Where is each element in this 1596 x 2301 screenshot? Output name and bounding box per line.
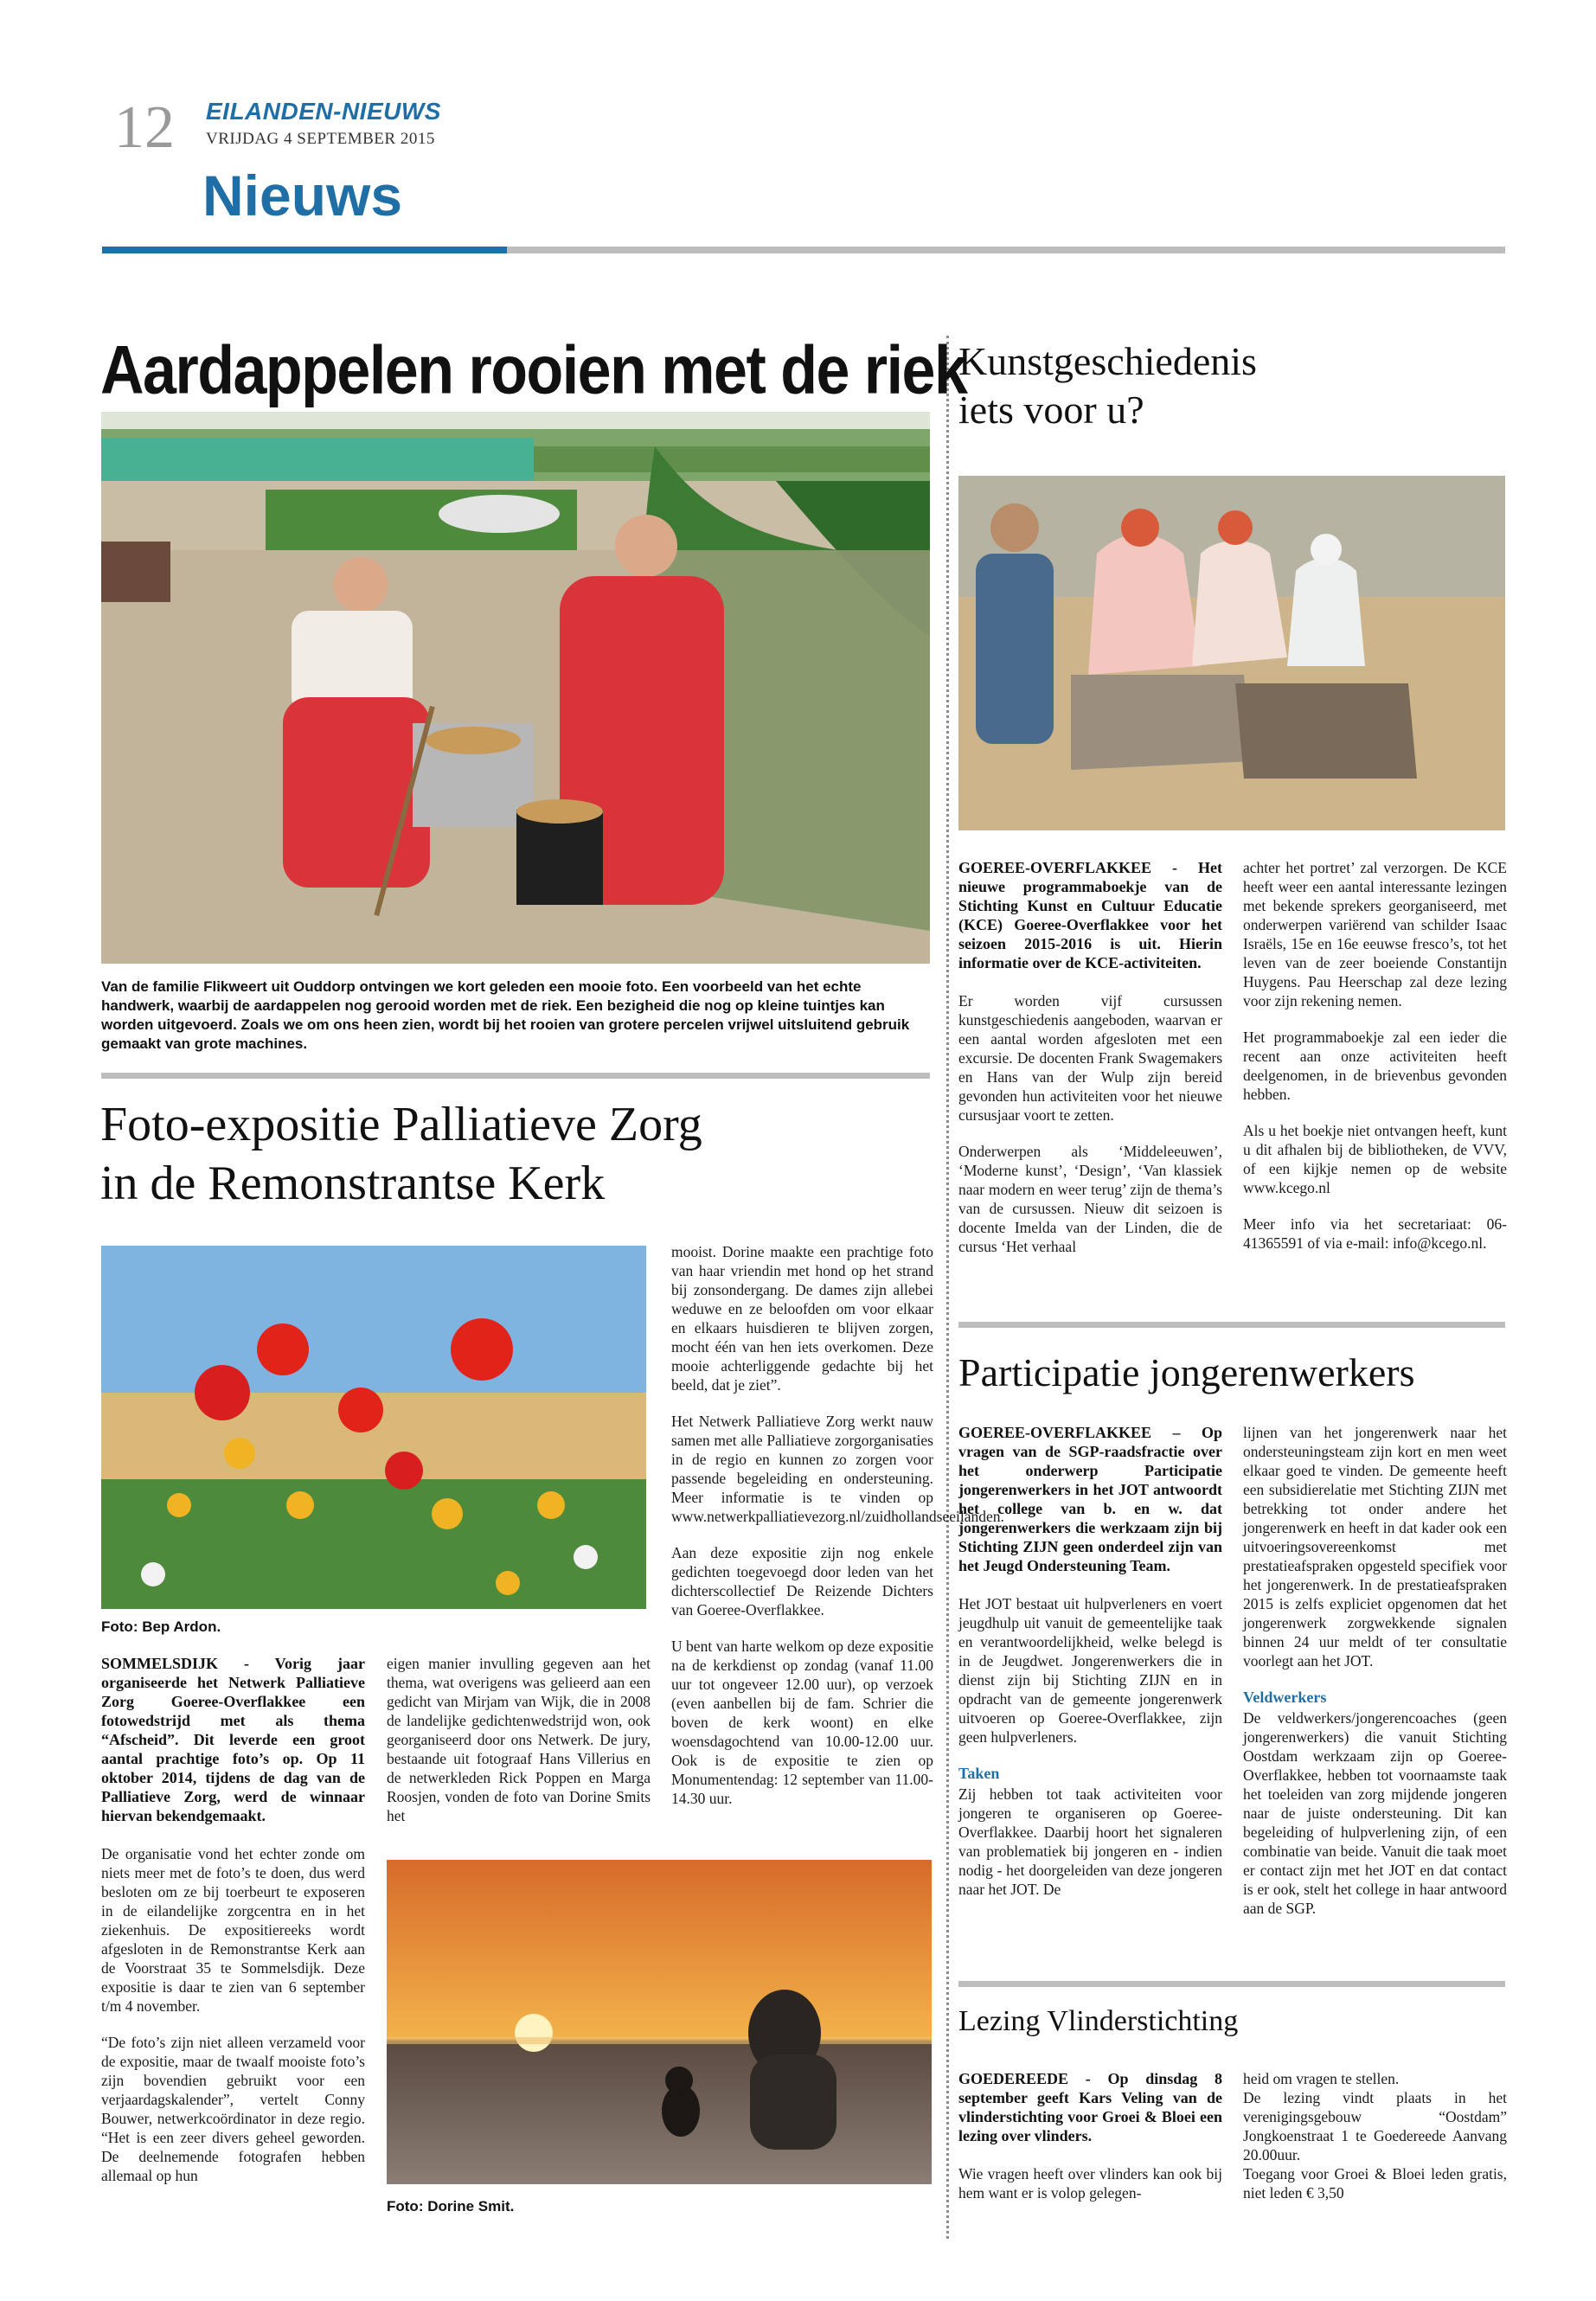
youth-paragraph: Het JOT bestaat uit hulpverleners en voert jeugdhulp uit vanuit de gemeentelijke taak en verantwoordelijkheid, welke belegd is in de Jeugdwet. Jongerenwerkers die in dienst zijn bij Stichting ZIJN en in opdracht van de gemeente jongerenwerk uitvoeren op Goeree-Overflakkee, zijn geen hulpverleners.: [958, 1595, 1222, 1746]
headline-art-line1: Kunstgeschiedenis: [958, 339, 1257, 383]
section-title: Nieuws: [202, 163, 403, 228]
headline-expo: [100, 1095, 931, 1213]
art-paragraph: Er worden vijf cursussen kunstgeschiedenis aangeboden, waarvan er een aantal worden afgesloten met een excursie. De docenten Frank Swagemakers en Hans van der Wulp zijn bereid gevonden hun activiteiten voor het nieuwe cursusjaar voort te zetten.: [958, 992, 1222, 1124]
youth-lead: GOEREE-OVERFLAKKEE – Op vragen van de SGP-raadsfractie over het onderwerp Participatie jongerenwerkers in het JOT antwoordt het college van b. en w. dat jongerenwerkers die werkzaam zijn bij Stichting ZIJN geen onderdeel zijn van het Jeugd Ondersteuning Team.: [958, 1424, 1222, 1574]
art-column-1: [958, 858, 1222, 1273]
headline-potatoes: Aardappelen rooien met de riek: [100, 332, 967, 408]
art-column-2: [1243, 858, 1507, 1270]
photo-credit-sunset: Foto: Dorine Smit.: [387, 2198, 515, 2214]
art-paragraph: Als u het boekje niet ontvangen heeft, kunt u dit afhalen bij de bibliotheken, de VVV, of een kijkje nemen op de website www.kcego.nl: [1243, 1122, 1507, 1196]
article-separator: [958, 1981, 1505, 1987]
page-number: 12: [114, 94, 175, 161]
butterfly-paragraph: heid om vragen te stellen.: [1243, 2070, 1400, 2087]
publication-date: VRIJDAG 4 SEPTEMBER 2015: [206, 130, 435, 148]
photo-sunset-beach: [387, 1860, 932, 2184]
headline-art: [958, 337, 1512, 434]
art-lead: GOEREE-OVERFLAKKEE - Het nieuwe programmaboekje van de Stichting Kunst en Cultuur Educatie (KCE) Goeree-Overflakkee voor het seizoen 2015-2016 is uit. Hierin informatie over de KCE-activiteiten.: [958, 859, 1222, 971]
photo-poppies: [101, 1246, 646, 1609]
headline-expo-line2: in de Remonstrantse Kerk: [100, 1157, 606, 1210]
butterfly-paragraph: Wie vragen heeft over vlinders kan ook bij hem want er is volop gelegen-: [958, 2165, 1222, 2202]
expo-paragraph: eigen manier invulling gegeven aan het thema, wat overigens was gelieerd aan een gedicht van Mirjam van Wijk, die in 2008 de landelijke gedichtenwedstrijd won, ook georganiseerd door ons Netwerk. De jury, bestaande uit fotograaf Hans Villerius en de netwerkleden Rick Poppen en Marga Roosjen, vonden de foto van Dorine Smits het: [387, 1655, 651, 1824]
butterfly-lead: GOEDEREEDE - Op dinsdag 8 september geeft Kars Veling van de vlinderstichting voor Groei & Bloei een lezing over vlinders.: [958, 2070, 1222, 2144]
expo-column-2: [387, 1654, 651, 1843]
expo-paragraph: mooist. Dorine maakte een prachtige foto van haar vriendin met hond op het strand bij zonsondergang. De dames zijn allebei weduwe en ze beloofden om voor elkaar en elkaars huisdieren te blijven zorgen, mocht één van hen iets overkomen. Deze mooie achterliggende gedachte bij het beeld, dat je ziet”.: [671, 1243, 933, 1394]
brand-logo: EILANDEN-NIEUWS: [206, 98, 441, 125]
butterfly-paragraph: De lezing vindt plaats in het verenigingsgebouw “Oostdam” Jongkoenstraat 1 te Goedereede Aanvang 20.00uur.: [1243, 2089, 1507, 2163]
article-separator: [958, 1322, 1505, 1328]
headline-expo-line1: Foto-expositie Palliatieve Zorg: [100, 1098, 702, 1151]
photo-potato-harvest: [101, 412, 930, 964]
expo-paragraph: Aan deze expositie zijn nog enkele gedichten toegevoegd door leden van het dichterscollectief De Reizende Dichters van Goeree-Overflakkee.: [671, 1544, 933, 1618]
section-rule-accent: [102, 247, 507, 253]
youth-paragraph: Zij hebben tot taak activiteiten voor jongeren te organiseren op Goeree-Overflakkee. Daarbij hoort het signaleren van problematiek bij jongeren en - indien nodig - het doorgeleiden van deze jongeren naar het JOT. De: [958, 1785, 1222, 1898]
section-rule: [507, 247, 1505, 253]
subhead-veldwerkers: Veldwerkers: [1243, 1689, 1327, 1706]
butterfly-column-2: [1243, 2069, 1507, 2202]
subhead-taken: Taken: [958, 1765, 1000, 1782]
expo-paragraph: Het Netwerk Palliatieve Zorg werkt nauw samen met alle Palliatieve zorgorganisaties in de regio en kunnen zo zorgen voor passende begeleiding en ondersteuning. Meer informatie is te vinden op www.netwerkpalliatievezorg.nl/zuidhollandseeilanden.: [671, 1413, 1004, 1525]
art-paragraph: Onderwerpen als ‘Middeleeuwen’, ‘Moderne kunst’, ‘Design’, ‘Van klassiek naar modern en weer terug’ zijn de thema’s van de cursussen. Nieuw dit seizoen is docente Imelda van der Linden, die de cursus ‘Het verhaal: [958, 1143, 1222, 1255]
column-divider: [946, 336, 949, 2239]
headline-youth: Participatie jongerenwerkers: [958, 1350, 1415, 1394]
expo-paragraph: De organisatie vond het echter zonde om niets meer met de foto’s te doen, dus werd besloten om ze bij toerbeurt te exposeren in de eilandelijke zorgcentra en in het ziekenhuis. De expositiereeks wordt afgesloten in de Remonstrantse Kerk aan de Voorstraat 35 te Sommelsdijk. Deze expositie is daar te zien van 6 september t/m 4 november.: [101, 1845, 365, 2015]
expo-lead: SOMMELSDIJK - Vorig jaar organiseerde het Netwerk Palliatieve Zorg Goeree-Overflakkee een fotowedstrijd met als thema “Afscheid”. Dit leverde een groot aantal prachtige foto’s op. Op 11 oktober 2014, tijdens de dag van de Palliatieve Zorg, werd de winnaar hiervan bekendgemaakt.: [101, 1655, 365, 1824]
butterfly-column-1: [958, 2069, 1222, 2220]
youth-column-2: [1243, 1423, 1507, 1935]
expo-paragraph: “De foto’s zijn niet alleen verzameld voor de expositie, maar de twaalf mooiste foto’s zijn bovendien gebruikt voor een verjaardagskalender”, vertelt Conny Bouwer, netwerkcoördinator in deze regio. “Het is een zeer divers geheel geworden. De deelnemende fotografen hebben allemaal op hun: [101, 2034, 365, 2184]
expo-column-1: [101, 1654, 365, 2202]
photo-credit-poppies: Foto: Bep Ardon.: [101, 1618, 221, 1635]
youth-paragraph: lijnen van het jongerenwerk naar het ondersteuningsteam zijn kort en men weet elkaar goed te vinden. De gemeente heeft een subsidierelatie met Stichting ZIJN met betrekking tot onder andere het jongerenwerk en heeft in dat kader ook een uitvoeringsovereenkomst met prestatieafspraken opgesteld specifiek voor het jongerenwerk. In de prestatieafspraken 2015 is zelfs expliciet opgenomen dat het jongerenwerk zorgwekkende signalen binnen 24 uur meldt of ter consultatie voorlegt aan het JOT.: [1243, 1424, 1507, 1670]
youth-paragraph: De veldwerkers/jongerencoaches (geen jongerenwerkers) die vanuit Stichting Oostdam werkzaam zijn op Goeree-Overflakkee, hebben tot voornaamste taak het toeleiden van zorg mijdende jongeren naar de juiste ondersteuning. Dit kan begeleiding of hulpverlening zijn, of een combinatie van beide. Vanuit die taak moet er contact zijn met het JOT en dat contact is er ook, stelt het college in haar antwoord aan de SGP.: [1243, 1709, 1507, 1917]
headline-art-line2: iets voor u?: [958, 388, 1144, 432]
caption-potatoes: Van de familie Flikweert uit Ouddorp ontvingen we kort geleden een mooie foto. Een voorbeeld van het echte handwerk, waarbij de aardappelen nog gerooid worden met de riek. Een bezigheid die nog op kleine tuintjes kan worden uitgevoerd. Zoals we om ons heen zien, wordt bij het rooien van grotere percelen vrijwel uitsluitend gebruik gemaakt van grote machines.: [101, 978, 910, 1052]
article-separator: [101, 1073, 930, 1079]
art-paragraph: achter het portret’ zal verzorgen. De KCE heeft weer een aantal interessante lezingen met bekende sprekers georganiseerd, met onderwerpen variërend van schilder Isaac Israëls, 15e en 16e eeuwse fresco’s, tot het leven van de zeer boeiende Constantijn Huygens. Pau Heerschap zal deze lezing voor zijn rekening nemen.: [1243, 859, 1507, 1009]
headline-butterfly: Lezing Vlinderstichting: [958, 2005, 1239, 2037]
butterfly-paragraph: Toegang voor Groei & Bloei leden gratis, niet leden € 3,50: [1243, 2165, 1507, 2202]
youth-column-1: [958, 1423, 1222, 1916]
art-paragraph: Het programmaboekje zal een ieder die recent aan onze activiteiten heeft deelgenomen, in de brievenbus gevonden hebben.: [1243, 1029, 1507, 1103]
art-paragraph: Meer info via het secretariaat: 06-41365591 of via e-mail: info@kcego.nl.: [1243, 1215, 1507, 1252]
painting-donkey-ride: [958, 476, 1505, 830]
expo-paragraph: U bent van harte welkom op deze expositie na de kerkdienst op zondag (vanaf 11.00 uur tot ongeveer 12.00 uur), op verzoek (even aanbellen bij de fam. Schrier die boven de kerk woont) en elke woensdagochtend van 10.00-12.00 uur. Ook is de expositie te zien op Monumentendag: 12 september van 11.00-14.30 uur.: [671, 1638, 933, 1807]
